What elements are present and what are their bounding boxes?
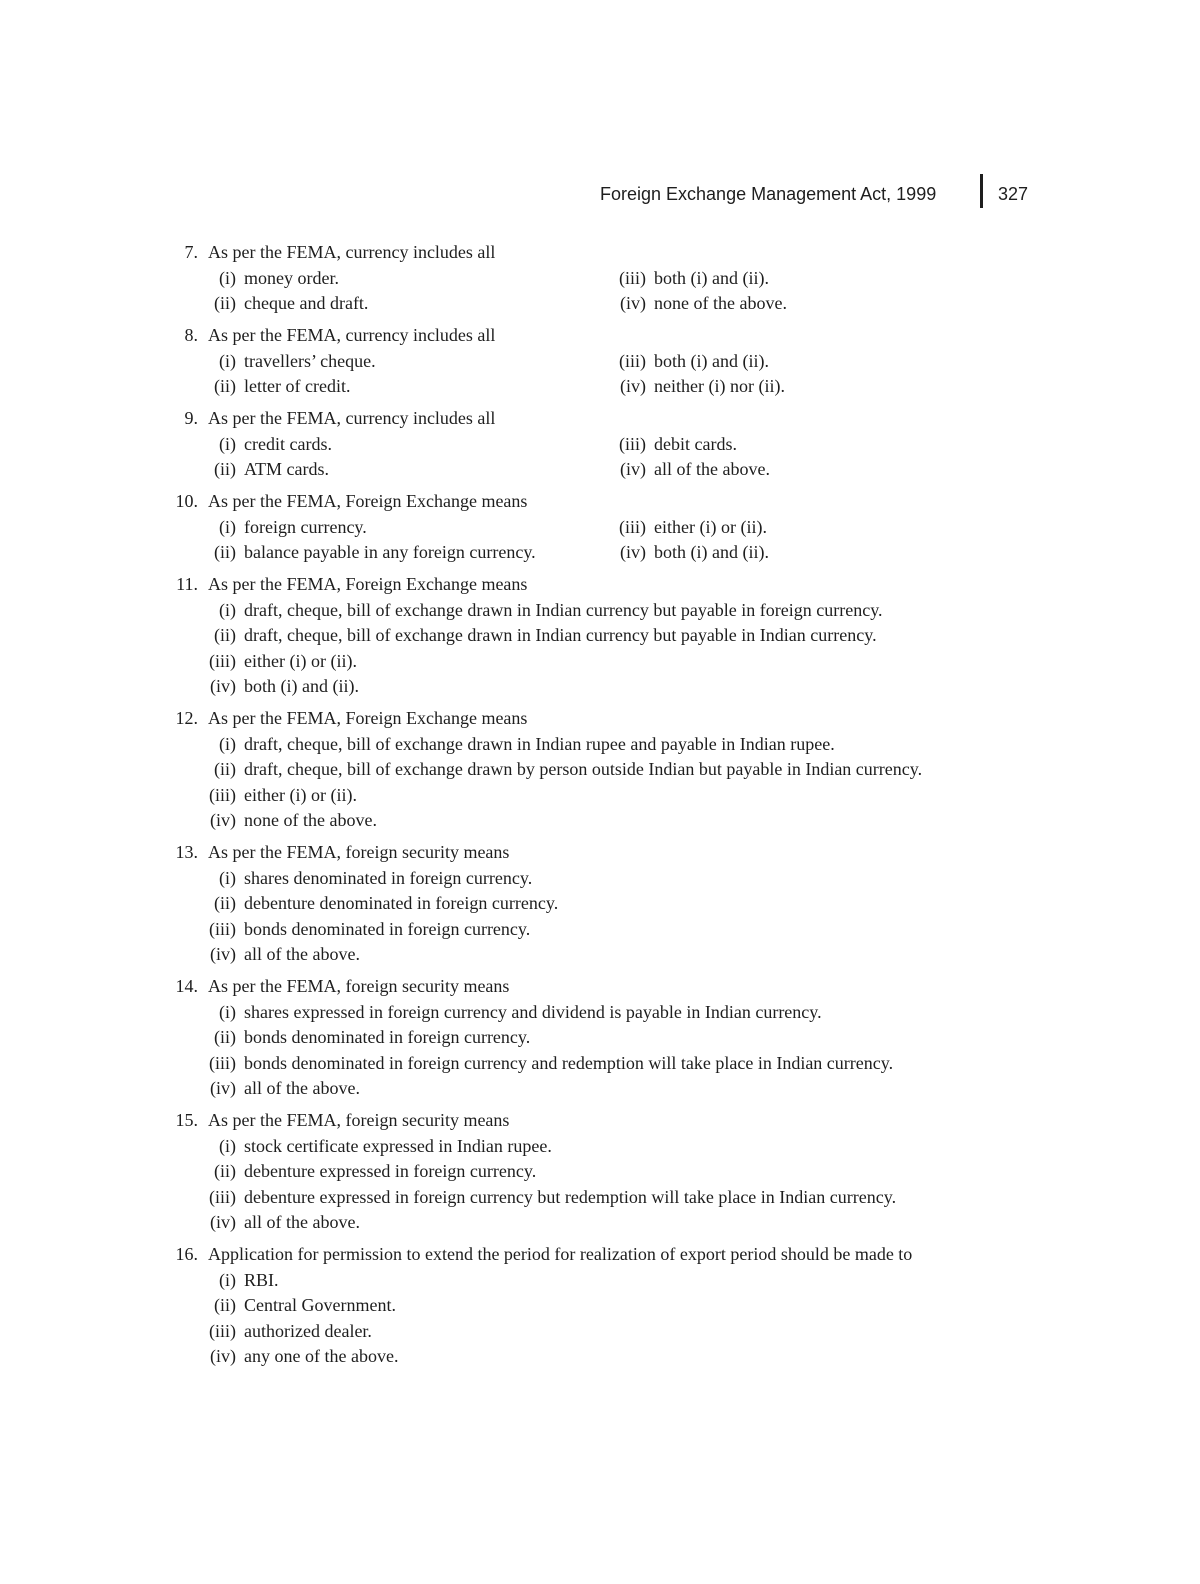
question-text: As per the FEMA, currency includes all — [208, 242, 496, 262]
option — [198, 783, 1060, 809]
option — [198, 942, 1060, 968]
option — [608, 266, 1008, 292]
question-text: As per the FEMA, currency includes all — [208, 325, 496, 345]
option-text: letter of credit. — [244, 376, 351, 396]
option-number: (iv) — [620, 376, 646, 396]
question-number: 16. — [175, 1244, 198, 1264]
option-number: (iii) — [619, 433, 646, 454]
option-number: (i) — [219, 599, 236, 620]
option-number: (iv) — [620, 459, 646, 479]
option — [198, 623, 1060, 649]
option-grid — [198, 432, 1060, 483]
option-text: shares expressed in foreign currency and dividend is payable in Indian currency. — [244, 1001, 822, 1022]
option-grid — [198, 515, 1060, 566]
question-text: As per the FEMA, foreign security means — [208, 842, 510, 862]
option-number: (iii) — [209, 1186, 236, 1207]
option-list — [198, 598, 1060, 700]
question-stem — [160, 406, 1060, 432]
question-number: 15. — [175, 1110, 198, 1130]
option-text: both (i) and (ii). — [654, 542, 769, 562]
question-text: As per the FEMA, Foreign Exchange means — [208, 491, 528, 511]
question-13 — [160, 840, 1060, 968]
question-stem — [160, 240, 1060, 266]
option — [198, 1293, 1060, 1319]
running-header — [600, 180, 1040, 212]
option — [198, 540, 608, 566]
option — [198, 1159, 1060, 1185]
option — [608, 457, 1008, 483]
option-text: both (i) and (ii). — [654, 267, 769, 288]
running-header-title: Foreign Exchange Management Act, 1999 — [600, 184, 937, 204]
option-number: (i) — [219, 267, 236, 288]
question-10 — [160, 489, 1060, 566]
option-list — [198, 1134, 1060, 1236]
option-text: credit cards. — [244, 433, 332, 454]
option-number: (ii) — [214, 459, 236, 479]
option-text: ATM cards. — [244, 459, 329, 479]
option-text: debenture expressed in foreign currency but redemption will take place in Indian currency. — [244, 1186, 897, 1207]
option-number: (iv) — [210, 676, 236, 696]
option — [608, 291, 1008, 317]
option-number: (ii) — [214, 542, 236, 562]
option — [198, 1185, 1060, 1211]
question-number: 8. — [184, 325, 198, 345]
option — [198, 1025, 1060, 1051]
option-grid — [198, 266, 1060, 317]
option-number: (i) — [219, 1269, 236, 1290]
option-text: Central Government. — [244, 1295, 396, 1315]
option-number: (ii) — [214, 759, 236, 779]
page-number: 327 — [998, 184, 1029, 204]
option-list — [198, 732, 1060, 834]
option — [198, 891, 1060, 917]
question-text: As per the FEMA, currency includes all — [208, 408, 496, 428]
option-text: draft, cheque, bill of exchange drawn in Indian rupee and payable in Indian rupee. — [244, 733, 835, 754]
question-number: 9. — [184, 408, 198, 428]
option — [198, 374, 608, 400]
option — [608, 515, 1008, 541]
option-list — [198, 1000, 1060, 1102]
option — [198, 757, 1060, 783]
option-number: (iv) — [210, 944, 236, 964]
option-number: (iii) — [209, 1052, 236, 1073]
question-8 — [160, 323, 1060, 400]
option-text: cheque and draft. — [244, 293, 369, 313]
option-text: either (i) or (ii). — [244, 784, 357, 805]
option-number: (iv) — [210, 1078, 236, 1098]
option — [198, 1076, 1060, 1102]
question-number: 10. — [175, 491, 198, 511]
option-number: (ii) — [214, 293, 236, 313]
option-number: (i) — [219, 433, 236, 454]
option-number: (i) — [219, 867, 236, 888]
option-text: neither (i) nor (ii). — [654, 376, 785, 396]
option-number: (i) — [219, 516, 236, 537]
question-list — [160, 240, 1060, 1376]
question-number: 12. — [175, 708, 198, 728]
question-text: As per the FEMA, Foreign Exchange means — [208, 574, 528, 594]
question-7 — [160, 240, 1060, 317]
question-stem — [160, 1242, 1060, 1268]
option-text: draft, cheque, bill of exchange drawn in Indian currency but payable in Indian currency. — [244, 625, 877, 645]
question-number: 14. — [175, 976, 198, 996]
option-text: both (i) and (ii). — [654, 350, 769, 371]
question-14 — [160, 974, 1060, 1102]
option — [198, 917, 1060, 943]
option-number: (iii) — [209, 650, 236, 671]
option-text: debenture denominated in foreign currency. — [244, 893, 559, 913]
option — [198, 674, 1060, 700]
question-9 — [160, 406, 1060, 483]
option-text: debenture expressed in foreign currency. — [244, 1161, 537, 1181]
option — [198, 866, 1060, 892]
option-number: (ii) — [214, 1295, 236, 1315]
option-text: all of the above. — [244, 1078, 360, 1098]
option — [198, 1051, 1060, 1077]
option — [198, 1000, 1060, 1026]
option — [608, 432, 1008, 458]
option-number: (ii) — [214, 1027, 236, 1047]
option-text: all of the above. — [654, 459, 770, 479]
option — [198, 432, 608, 458]
option — [198, 1134, 1060, 1160]
option-text: authorized dealer. — [244, 1320, 372, 1341]
option-text: draft, cheque, bill of exchange drawn in Indian currency but payable in foreign currency. — [244, 599, 883, 620]
option-number: (iii) — [619, 350, 646, 371]
option-text: both (i) and (ii). — [244, 676, 359, 696]
option-number: (i) — [219, 1135, 236, 1156]
question-15 — [160, 1108, 1060, 1236]
option — [198, 1210, 1060, 1236]
question-stem — [160, 974, 1060, 1000]
option-grid — [198, 349, 1060, 400]
option-text: travellers’ cheque. — [244, 350, 376, 371]
option-text: none of the above. — [244, 810, 377, 830]
option-text: RBI. — [244, 1269, 279, 1290]
option-text: either (i) or (ii). — [244, 650, 357, 671]
option-text: debit cards. — [654, 433, 737, 454]
option — [198, 515, 608, 541]
option — [198, 649, 1060, 675]
question-number: 13. — [175, 842, 198, 862]
option-text: balance payable in any foreign currency. — [244, 542, 536, 562]
option-number: (iii) — [209, 784, 236, 805]
option-number: (iv) — [210, 1212, 236, 1232]
option-text: shares denominated in foreign currency. — [244, 867, 533, 888]
question-stem — [160, 572, 1060, 598]
option-number: (iv) — [210, 1346, 236, 1366]
option — [198, 266, 608, 292]
question-stem — [160, 1108, 1060, 1134]
option — [198, 349, 608, 375]
option-number: (iii) — [209, 1320, 236, 1341]
option-number: (i) — [219, 350, 236, 371]
question-stem — [160, 323, 1060, 349]
option-text: any one of the above. — [244, 1346, 399, 1366]
question-number: 11. — [176, 574, 198, 594]
option-number: (iii) — [619, 516, 646, 537]
question-stem — [160, 840, 1060, 866]
option — [198, 457, 608, 483]
option-number: (ii) — [214, 625, 236, 645]
option-text: money order. — [244, 267, 339, 288]
option-number: (iv) — [620, 293, 646, 313]
option — [198, 598, 1060, 624]
option-text: foreign currency. — [244, 516, 367, 537]
option-number: (iv) — [620, 542, 646, 562]
question-stem — [160, 706, 1060, 732]
question-16 — [160, 1242, 1060, 1370]
option-number: (ii) — [214, 376, 236, 396]
question-12 — [160, 706, 1060, 834]
option-number: (ii) — [214, 893, 236, 913]
option — [608, 540, 1008, 566]
option-text: all of the above. — [244, 944, 360, 964]
option-number: (iv) — [210, 810, 236, 830]
option-text: draft, cheque, bill of exchange drawn by person outside Indian but payable in Indian currency. — [244, 759, 923, 779]
option-text: bonds denominated in foreign currency and redemption will take place in Indian currency. — [244, 1052, 894, 1073]
option-text: bonds denominated in foreign currency. — [244, 918, 531, 939]
option-number: (i) — [219, 733, 236, 754]
option-number: (iii) — [619, 267, 646, 288]
option — [608, 349, 1008, 375]
option — [198, 1319, 1060, 1345]
option — [198, 1344, 1060, 1370]
question-stem — [160, 489, 1060, 515]
question-text: As per the FEMA, foreign security means — [208, 1110, 510, 1130]
option — [198, 1268, 1060, 1294]
question-text: As per the FEMA, foreign security means — [208, 976, 510, 996]
question-text: Application for permission to extend the period for realization of export period should be made to — [208, 1244, 913, 1264]
option — [198, 291, 608, 317]
option-list — [198, 866, 1060, 968]
option — [198, 732, 1060, 758]
header-divider — [980, 174, 983, 208]
option-number: (ii) — [214, 1161, 236, 1181]
question-11 — [160, 572, 1060, 700]
option-text: stock certificate expressed in Indian rupee. — [244, 1135, 552, 1156]
option-number: (i) — [219, 1001, 236, 1022]
option — [198, 808, 1060, 834]
option-text: none of the above. — [654, 293, 787, 313]
option-list — [198, 1268, 1060, 1370]
option-text: bonds denominated in foreign currency. — [244, 1027, 531, 1047]
option — [608, 374, 1008, 400]
question-text: As per the FEMA, Foreign Exchange means — [208, 708, 528, 728]
question-number: 7. — [184, 242, 198, 262]
option-text: all of the above. — [244, 1212, 360, 1232]
option-number: (iii) — [209, 918, 236, 939]
option-text: either (i) or (ii). — [654, 516, 767, 537]
